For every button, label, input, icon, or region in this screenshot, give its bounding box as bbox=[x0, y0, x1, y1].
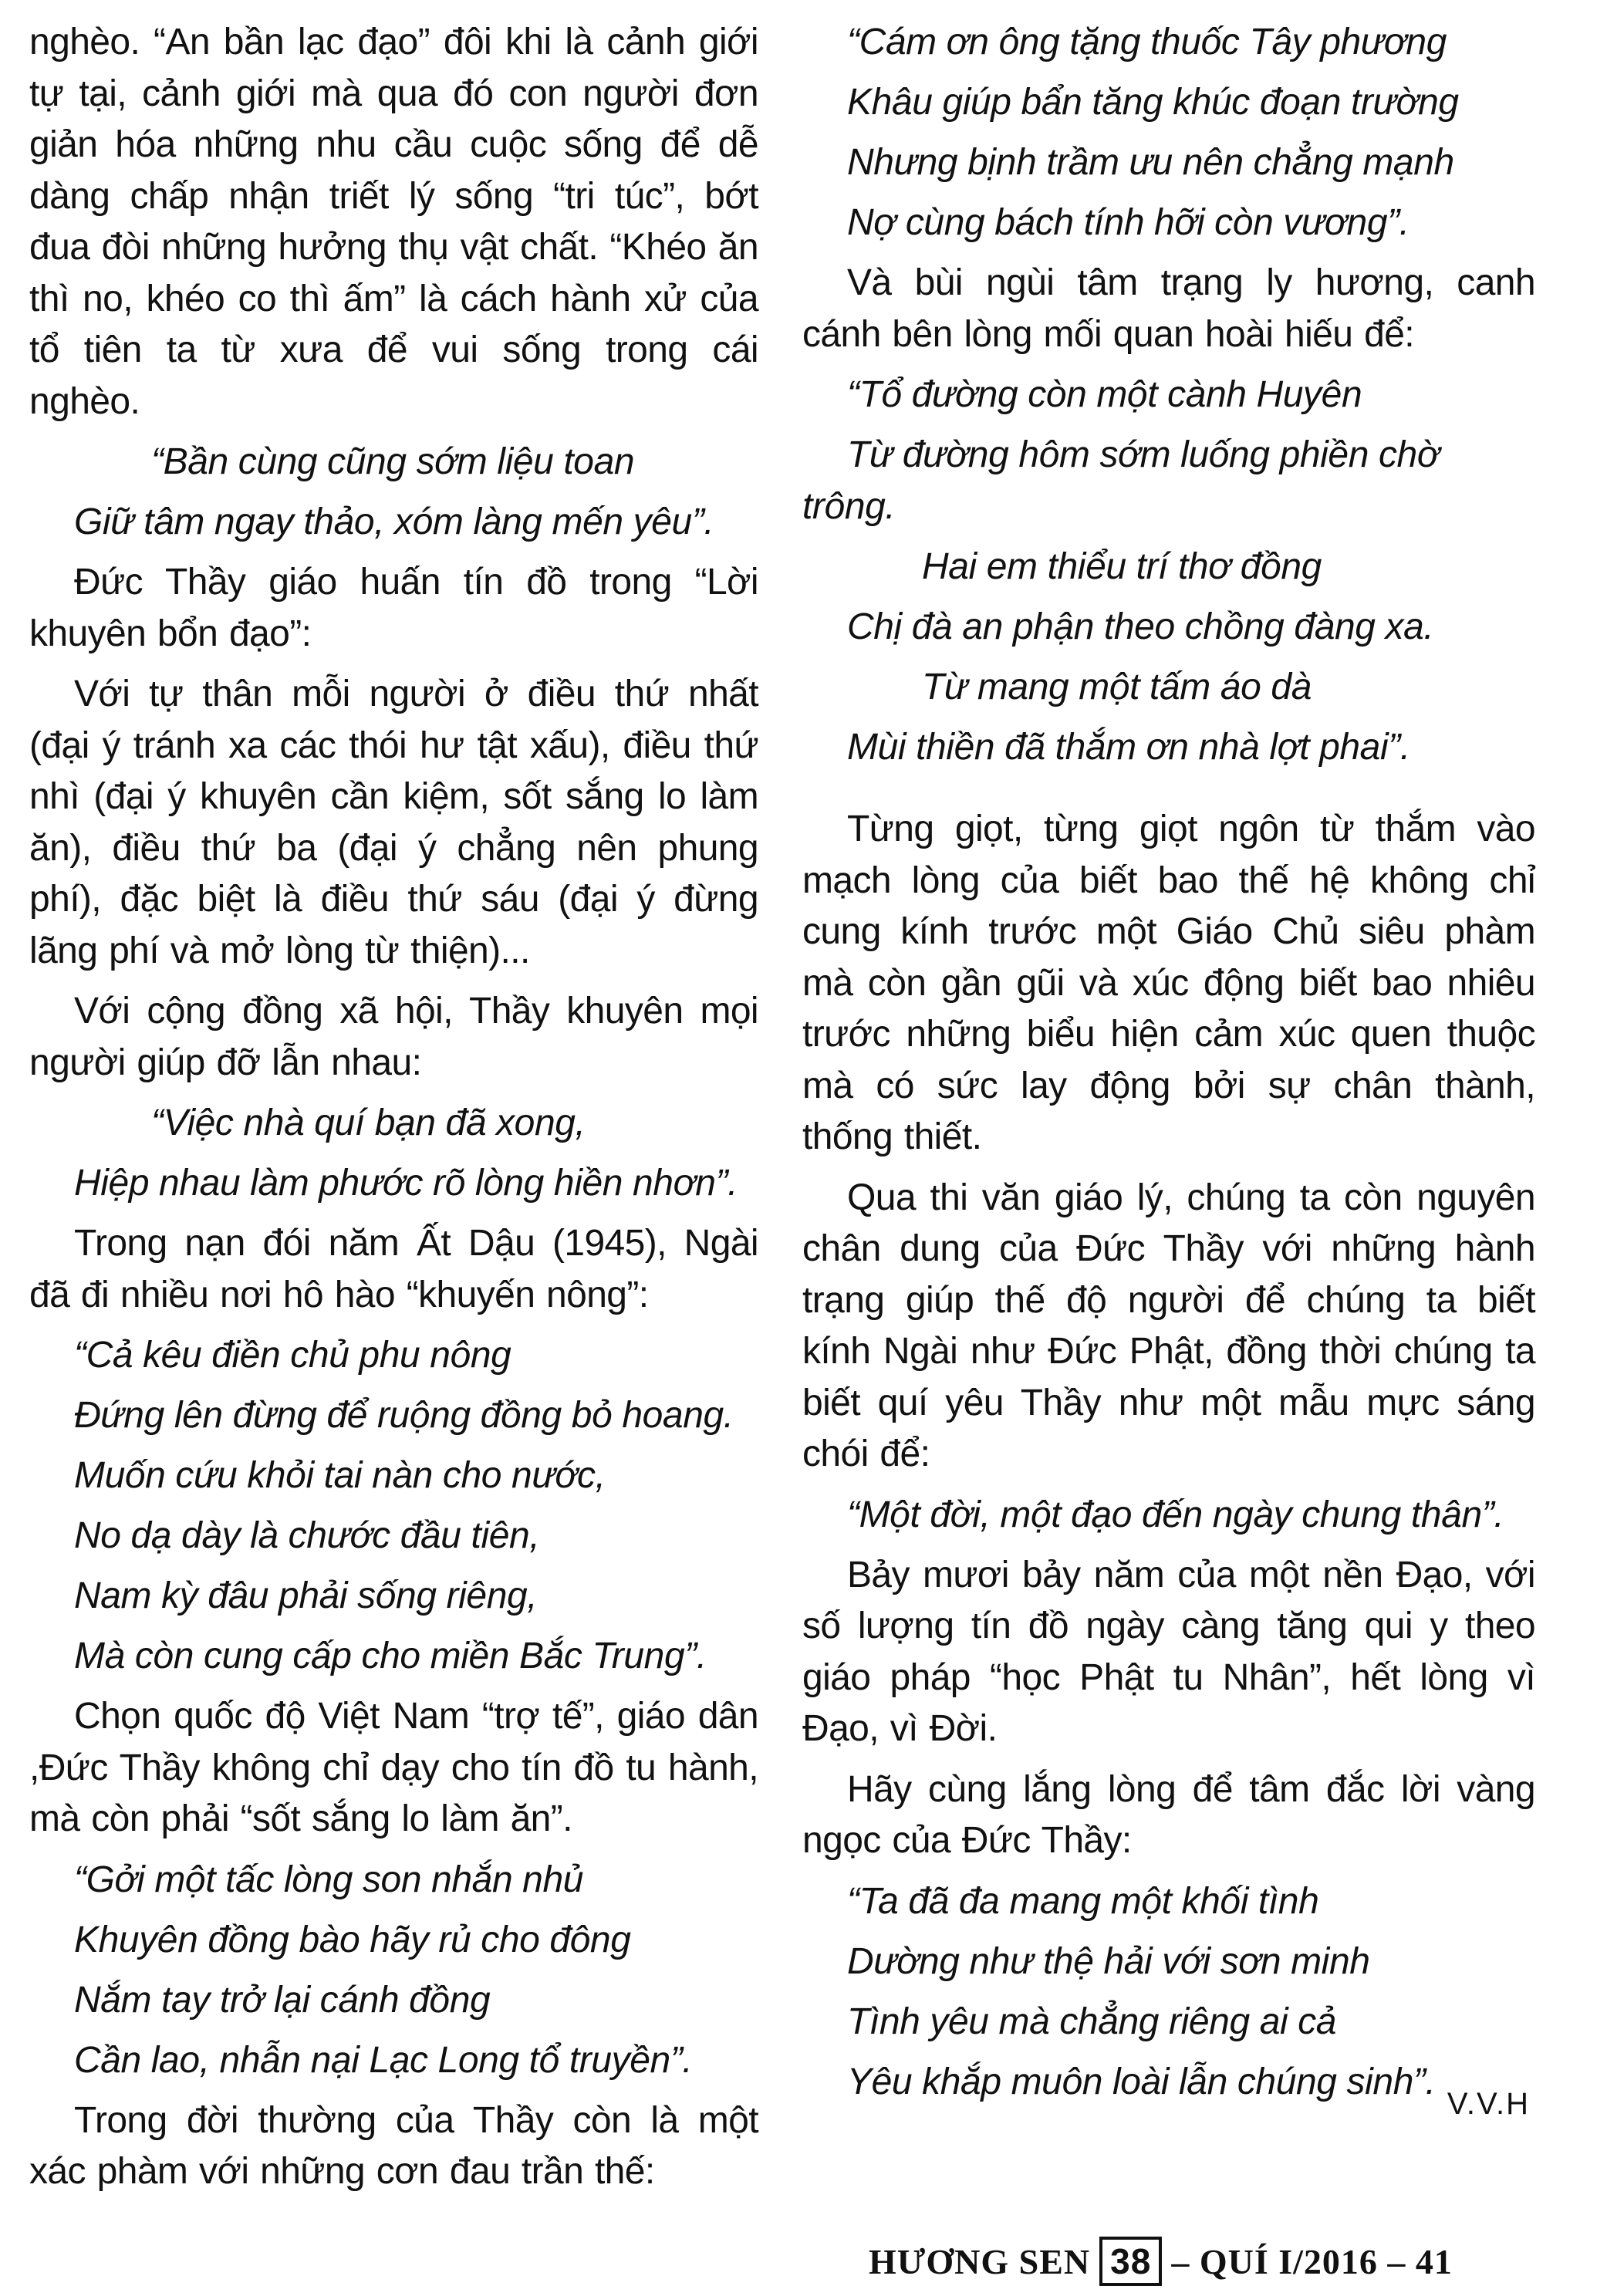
poem-line: Từ đường hôm sớm luống phiền chờ trông. bbox=[802, 434, 1440, 527]
poem-line: Khâu giúp bẩn tăng khúc đoạn trường bbox=[847, 82, 1459, 123]
author-signature: V.V.H bbox=[1447, 2087, 1530, 2121]
poem-verse-block bbox=[29, 1330, 758, 1683]
poem-line: Dường như thệ hải với sơn minh bbox=[847, 1940, 1370, 1982]
page-number-box: 38 bbox=[1099, 2237, 1162, 2286]
magazine-name: HƯƠNG SEN bbox=[869, 2241, 1091, 2281]
poem-verse-block bbox=[802, 1876, 1535, 2109]
poem-line: Cần lao, nhẫn nại Lạc Long tổ truyền”. bbox=[74, 2039, 693, 2081]
poem-line: Hiệp nhau làm phước rõ lòng hiền nhơn”. bbox=[74, 1163, 738, 1204]
poem-line: “Gởi một tấc lòng son nhắn nhủ bbox=[74, 1859, 584, 1900]
poem-verse-block bbox=[29, 437, 758, 549]
paragraph: Với tự thân mỗi người ở điều thứ nhất (đại ý tránh xa các thói hư tật xấu), điều thứ nhì (đại ý khuyên cần kiệm, sốt sắng lo làm ăn), điều thứ ba (đại ý chẳng nên phung phí), đặc biệt là điều thứ sáu (đại ý đừng lãng phí và mở lòng từ thiện)... bbox=[29, 674, 758, 971]
poem-verse-block bbox=[29, 1855, 758, 2087]
poem-line: “Ta đã đa mang một khối tình bbox=[847, 1880, 1319, 1922]
poem-line: “Bần cùng cũng sớm liệu toan bbox=[151, 441, 635, 482]
paragraph: Qua thi văn giáo lý, chúng ta còn nguyên chân dung của Đức Thầy với những hành trạng giúp thế độ người để chúng ta biết kính Ngài như Đức Phật, đồng thời chúng ta biết quí yêu Thầy như một mẫu mực sáng chói để: bbox=[802, 1177, 1535, 1474]
poem-line: Mùi thiền đã thắm ơn nhà lợt phai”. bbox=[847, 726, 1410, 768]
paragraph: Hãy cùng lắng lòng để tâm đắc lời vàng ngọc của Đức Thầy: bbox=[802, 1768, 1535, 1861]
paragraph: Trong đời thường của Thầy còn là một xác phàm với những cơn đau trần thế: bbox=[29, 2099, 758, 2192]
poem-line: Giữ tâm ngay thảo, xóm làng mến yêu”. bbox=[74, 501, 714, 542]
paragraph: Chọn quốc độ Việt Nam “trợ tế”, giáo dân ,Đức Thầy không chỉ dạy cho tín đồ tu hành, mà còn phải “sốt sắng lo làm ăn”. bbox=[29, 1696, 758, 1839]
poem-line: “Cám ơn ông tặng thuốc Tây phương bbox=[847, 22, 1447, 62]
poem-line: Chị đà an phận theo chồng đàng xa. bbox=[847, 606, 1434, 647]
poem-line: “Tổ đường còn một cành Huyên bbox=[847, 374, 1362, 415]
poem-line: Mà còn cung cấp cho miền Bắc Trung”. bbox=[74, 1636, 707, 1676]
poem-verse-block bbox=[802, 1490, 1535, 1541]
left-column bbox=[29, 17, 758, 2207]
issue-label: – QUÍ I/2016 – 41 bbox=[1171, 2241, 1453, 2281]
page-footer bbox=[869, 2236, 1453, 2287]
poem-line: Khuyên đồng bào hãy rủ cho đông bbox=[74, 1919, 631, 1960]
poem-line: “Việc nhà quí bạn đã xong, bbox=[151, 1102, 586, 1143]
poem-verse-block bbox=[802, 17, 1535, 249]
poem-line: Nắm tay trở lại cánh đồng bbox=[74, 1979, 491, 2021]
paragraph: nghèo. “An bần lạc đạo” đôi khi là cảnh giới tự tại, cảnh giới mà qua đó con người đơn giản hóa những nhu cầu cuộc sống để dễ dàng chấp nhận triết lý sống “tri túc”, bớt đua đòi những hưởng thụ vật chất. “Khéo ăn thì no, khéo co thì ấm” là cách hành xử của tổ tiên ta từ xưa để vui sống trong cái nghèo. bbox=[29, 22, 758, 422]
poem-line: “Một đời, một đạo đến ngày chung thân”. bbox=[847, 1494, 1504, 1535]
paragraph: Từng giọt, từng giọt ngôn từ thắm vào mạch lòng của biết bao thế hệ không chỉ cung kính trước một Giáo Chủ siêu phàm mà còn gần gũi và xúc động biết bao nhiêu trước những biểu hiện cảm xúc quen thuộc mà có sức lay động bởi sự chân thành, thống thiết. bbox=[802, 809, 1535, 1157]
paragraph: Với cộng đồng xã hội, Thầy khuyên mọi người giúp đỡ lẫn nhau: bbox=[29, 991, 758, 1083]
poem-line: “Cả kêu điền chủ phu nông bbox=[74, 1335, 511, 1376]
poem-line: No dạ dày là chước đầu tiên, bbox=[74, 1515, 540, 1556]
poem-verse-block bbox=[29, 1098, 758, 1210]
right-column bbox=[802, 17, 1535, 2117]
poem-line: Nhưng bịnh trầm ưu nên chẳng mạnh bbox=[847, 142, 1454, 183]
poem-line: Từ mang một tấm áo dà bbox=[922, 666, 1312, 707]
paragraph: Bảy mươi bảy năm của một nền Đạo, với số lượng tín đồ ngày càng tăng qui y theo giáo pháp “học Phật tu Nhân”, hết lòng vì Đạo, vì Đời. bbox=[802, 1554, 1535, 1749]
paragraph: Và bùi ngùi tâm trạng ly hương, canh cánh bên lòng mối quan hoài hiếu để: bbox=[802, 262, 1535, 355]
poem-line: Đứng lên đừng để ruộng đồng bỏ hoang. bbox=[74, 1395, 734, 1436]
poem-verse-block bbox=[802, 370, 1535, 773]
paragraph: Trong nạn đói năm Ất Dậu (1945), Ngài đã đi nhiều nơi hô hào “khuyến nông”: bbox=[29, 1223, 758, 1315]
paragraph: Đức Thầy giáo huấn tín đồ trong “Lời khuyên bổn đạo”: bbox=[29, 562, 758, 654]
poem-line: Yêu khắp muôn loài lẫn chúng sinh”. bbox=[847, 2061, 1436, 2102]
poem-line: Muốn cứu khỏi tai nàn cho nước, bbox=[74, 1455, 606, 1496]
poem-line: Nợ cùng bách tính hỡi còn vương”. bbox=[847, 202, 1410, 243]
poem-line: Tình yêu mà chẳng riêng ai cả bbox=[847, 2001, 1337, 2042]
poem-line: Nam kỳ đâu phải sống riêng, bbox=[74, 1575, 538, 1616]
poem-line: Hai em thiểu trí thơ đồng bbox=[922, 545, 1322, 587]
